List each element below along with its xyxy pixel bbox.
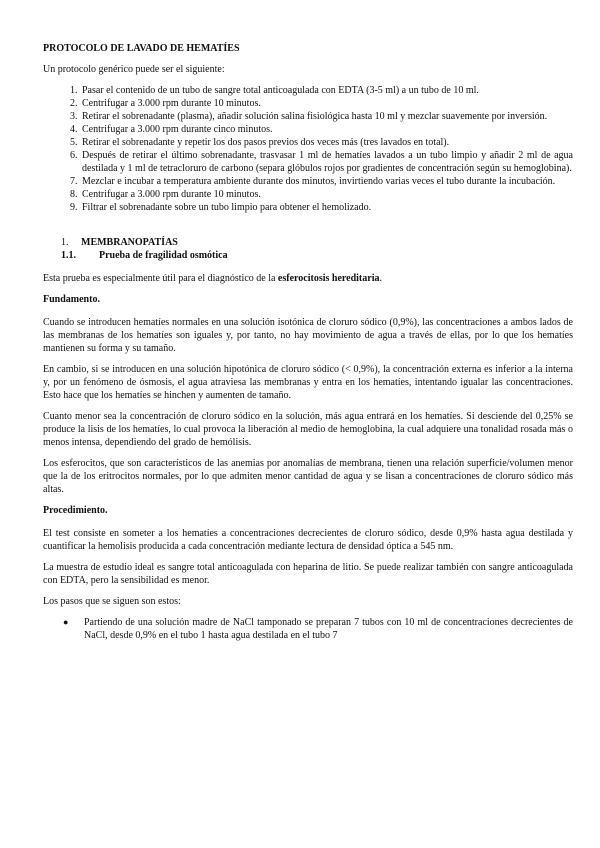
list-item [63, 616, 573, 642]
subsection-number: 1.1. [61, 250, 76, 261]
list-item: 2. Centrifugar a 3.000 rpm durante 10 minutos. [80, 97, 573, 110]
protocol-steps-list [43, 84, 573, 214]
fundamento-paragraph: Los esferocitos, que son característicos de las anemias por anomalías de membrana, tienen una relación superficie/volumen menor que la de los eritrocitos normales, por lo que admiten menor cantidad de agua y se lisan a concentraciones de cloruro sódico más altas. [43, 458, 573, 495]
list-item: 5. Retirar el sobrenadante y repetir los dos pasos previos dos veces más (tres lavados en total). [80, 136, 573, 149]
list-item: 6. Después de retirar el último sobrenadante, trasvasar 1 ml de hematíes lavados a un tubo limpio y añadir 2 ml de agua destilada y 1 ml de tetracloruro de carbono (separa glóbulos rojos por gradientes de concentración según su hemoglobina). [80, 149, 573, 175]
subsection-title: Prueba de fragilidad osmótica [99, 250, 228, 261]
procedure-bullet-list [43, 616, 573, 642]
lead-paragraph [43, 272, 573, 285]
document-title: PROTOCOLO DE LAVADO DE HEMATÍES [43, 43, 240, 54]
bullet-text: Partiendo de una solución madre de NaCl tamponado se preparan 7 tubos con 10 ml de concentraciones decrecientes de NaCl, desde 0,9% en el tubo 1 hasta agua destilada en el tubo 7 [84, 617, 573, 641]
list-item: 7. Mezclar e incubar a temperatura ambiente durante dos minutos, invirtiendo varias veces el tubo durante la incubación. [80, 175, 573, 188]
procedimiento-heading: Procedimiento. [43, 505, 108, 516]
list-item: 9. Filtrar el sobrenadante sobre un tubo limpio para obtener el hemolizado. [80, 201, 573, 214]
lead-bold-term: esferocitosis hereditaria [277, 273, 380, 284]
section-number: 1. [61, 237, 69, 248]
fundamento-paragraph: Cuanto menor sea la concentración de cloruro sódico en la solución, más agua entrará en los hematíes. Si desciende del 0,25% se produce la lisis de los hematíes, lo cual provoca la liberación al medio de hemoglobina, la cual adquiere una tonalidad rosada más o menos intensa, dependiendo del grado de hemólisis. [43, 411, 573, 448]
list-item: 8. Centrifugar a 3.000 rpm durante 10 minutos. [80, 188, 573, 201]
section-title: MEMBRANOPATÍAS [81, 237, 178, 248]
list-item: 1. Pasar el contenido de un tubo de sangre total anticoagulada con EDTA (3-5 ml) a un tubo de 10 ml. [80, 84, 573, 97]
fundamento-heading: Fundamento. [43, 294, 100, 305]
lead-text: Esta prueba es especialmente útil para el diagnóstico de la [43, 273, 278, 284]
intro-text: Un protocolo genérico puede ser el siguiente: [43, 64, 225, 75]
procedimiento-paragraph: El test consiste en someter a los hematíes a concentraciones decrecientes de cloruro sódico, desde 0,9% hasta agua destilada y cuantificar la hemolisis producida a cada concentración mediante lectura de densidad óptica a 545 nm. [43, 528, 573, 552]
fundamento-paragraph: Cuando se introducen hematíes normales en una solución isotónica de cloruro sódico (0,9%), las concentraciones a ambos lados de las membranas de los hematíes son iguales y, por tanto, no hay movimiento de agua a través de ellas, por lo que los hematíes mantienen su forma y su tamaño. [43, 317, 573, 354]
procedimiento-paragraph: La muestra de estudio ideal es sangre total anticoagulada con heparina de litio. Se puede realizar también con sangre anticoagulada con EDTA, pero la sensibilidad es menor. [43, 562, 573, 586]
list-item: 3. Retirar el sobrenadante (plasma), añadir solución salina fisiológica hasta 10 ml y mezclar suavemente por inversión. [80, 110, 573, 123]
section-heading [43, 236, 573, 249]
document-page [43, 42, 573, 642]
bullet-icon: ● [63, 617, 69, 627]
lead-end: . [379, 273, 382, 284]
subsection-heading [43, 249, 573, 262]
procedimiento-paragraph: Los pasos que se siguen son estos: [43, 596, 181, 607]
fundamento-paragraph: En cambio, si se introducen en una solución hipotónica de cloruro sódico (< 0,9%), la concentración externa es inferior a la interna y, por un fenómeno de ósmosis, el agua atraviesa las membranas y entra en los hematíes, intentando igualar las concentraciones. Esto hace que los hematíes se hinchen y aumenten de tamaño. [43, 364, 573, 401]
list-item: 4. Centrifugar a 3.000 rpm durante cinco minutos. [80, 123, 573, 136]
